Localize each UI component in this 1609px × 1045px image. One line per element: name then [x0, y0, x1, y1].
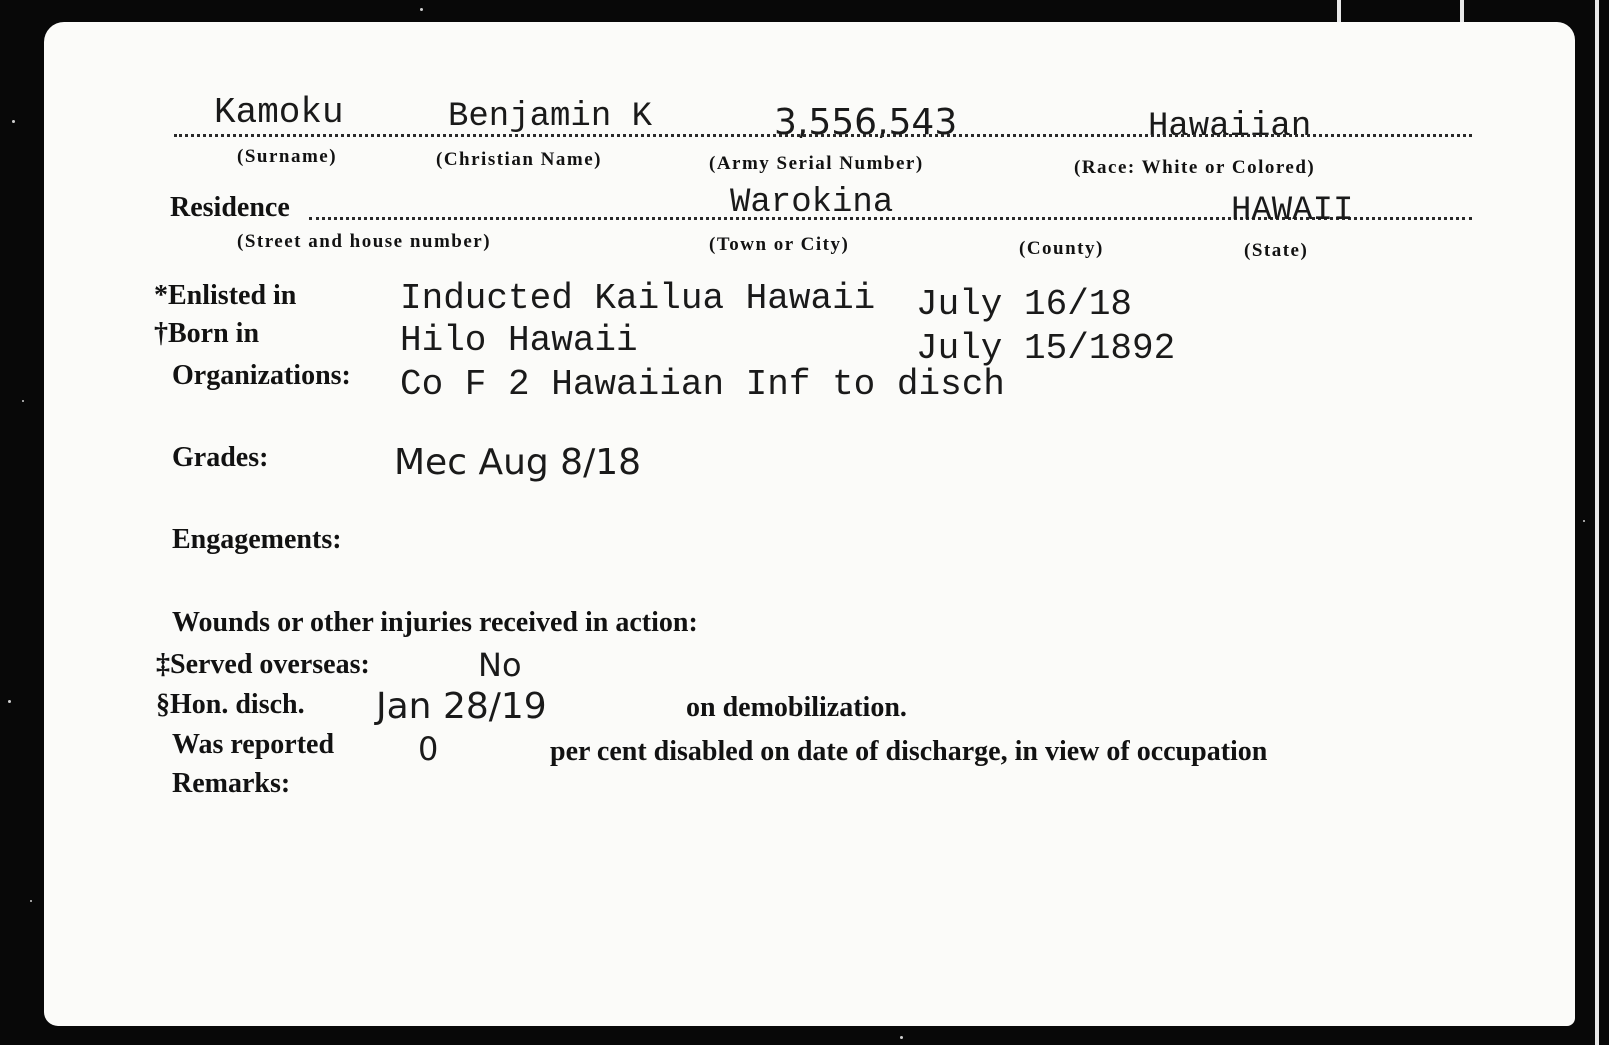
service-record-card: [44, 22, 1575, 1026]
state-value: HAWAII: [1231, 192, 1354, 230]
street-caption: (Street and house number): [237, 231, 492, 252]
serial-number-value: 3,556,543: [774, 102, 958, 143]
dust-speck: [12, 120, 15, 123]
town-caption: (Town or City): [709, 234, 850, 255]
christian-name-value: Benjamin K: [448, 98, 653, 136]
residence-label: Residence: [170, 192, 290, 223]
engagements-label: Engagements:: [172, 524, 342, 555]
county-caption: (County): [1019, 238, 1104, 259]
dust-speck: [420, 8, 423, 11]
name-dotted-line: [174, 134, 1472, 137]
town-value: Warokina: [730, 184, 894, 222]
overseas-label: ‡Served overseas:: [156, 649, 370, 680]
surname-caption: (Surname): [237, 146, 338, 167]
disability-value: 0: [418, 730, 439, 768]
discharge-date: Jan 28/19: [376, 686, 547, 727]
organizations-label: Organizations:: [172, 360, 351, 391]
organizations-value: Co F 2 Hawaiian Inf to disch: [400, 364, 1005, 405]
dust-speck: [1583, 520, 1585, 522]
born-date: July 15/1892: [916, 328, 1176, 369]
enlisted-value: Inducted Kailua Hawaii: [400, 278, 876, 319]
dust-speck: [8, 700, 11, 703]
serial-number-caption: (Army Serial Number): [709, 153, 924, 174]
dust-speck: [900, 1036, 903, 1039]
dust-speck: [30, 900, 32, 902]
born-label: †Born in: [154, 318, 260, 349]
discharge-label: §Hon. disch.: [156, 689, 305, 720]
overseas-value: No: [478, 646, 522, 684]
surname-value: Kamoku: [214, 92, 344, 133]
disability-label: Was reported: [172, 729, 335, 760]
wounds-label: Wounds or other injuries received in action:: [172, 607, 698, 638]
state-caption: (State): [1244, 240, 1309, 261]
race-value: Hawaiian: [1148, 108, 1312, 146]
remarks-label: Remarks:: [172, 768, 291, 799]
grades-label: Grades:: [172, 442, 269, 473]
discharge-suffix: on demobilization.: [686, 692, 907, 723]
grades-value: Mec Aug 8/18: [394, 442, 642, 483]
race-caption: (Race: White or Colored): [1074, 157, 1316, 178]
born-value: Hilo Hawaii: [400, 320, 638, 361]
enlisted-label: *Enlisted in: [154, 280, 297, 311]
dust-speck: [22, 400, 24, 402]
enlisted-date: July 16/18: [916, 284, 1133, 325]
film-edge-mark: [1595, 0, 1599, 1045]
christian-name-caption: (Christian Name): [436, 149, 602, 170]
disability-suffix: per cent disabled on date of discharge, in view of occupation: [550, 736, 1268, 767]
